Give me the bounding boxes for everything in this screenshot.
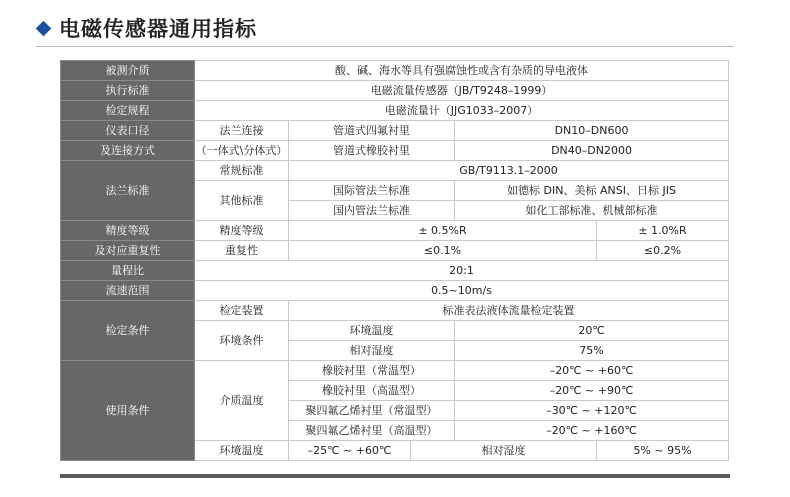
cell-lining-type: 聚四氟乙烯衬里（高温型） <box>289 421 455 441</box>
cell-procedure: 电磁流量计（JJG1033–2007） <box>195 101 729 121</box>
cell-ambient-temp-value: –25℃ ~ +60℃ <box>289 441 411 461</box>
table-row <box>61 301 729 321</box>
cell-accuracy-a: ± 0.5%R <box>289 221 597 241</box>
cell-verification-device: 检定装置 <box>195 301 289 321</box>
cell-lining-temp-range: –20℃ ~ +60℃ <box>455 361 729 381</box>
cell-env-conditions: 环境条件 <box>195 321 289 361</box>
table-row <box>61 141 729 161</box>
cell-domestic-flange: 国内管法兰标准 <box>289 201 455 221</box>
table-row <box>61 61 729 81</box>
cell-lining-type: 聚四氟乙烯衬里（常温型） <box>289 401 455 421</box>
diamond-bullet-icon <box>36 20 52 36</box>
section-header <box>36 13 257 43</box>
cell-medium-temp: 介质温度 <box>195 361 289 441</box>
cell-other-standard: 其他标准 <box>195 181 289 221</box>
cell-accuracy-grade: 精度等级 <box>195 221 289 241</box>
cell-env-temp-value: 20℃ <box>455 321 729 341</box>
cell-lining-temp-range: –20℃ ~ +90℃ <box>455 381 729 401</box>
cell-env-temp: 环境温度 <box>289 321 455 341</box>
row-label-diameter-2: 及连接方式 <box>61 141 195 161</box>
row-label-flange: 法兰标准 <box>61 161 195 221</box>
cell-repeat-a: ≤0.1% <box>289 241 597 261</box>
cell-lining-temp-range: –20℃ ~ +160℃ <box>455 421 729 441</box>
cell-ambient-temp: 环境温度 <box>195 441 289 461</box>
cell-range-rubber: DN40–DN2000 <box>455 141 729 161</box>
row-label-accuracy-2: 及对应重复性 <box>61 241 195 261</box>
page-title: 电磁传感器通用指标 <box>59 17 257 41</box>
table-row <box>61 221 729 241</box>
cell-connection-type: （一体式\分体式） <box>195 141 289 161</box>
cell-standard: 电磁流量传感器（JB/T9248–1999） <box>195 81 729 101</box>
table-row <box>61 281 729 301</box>
cell-range-ptfe: DN10–DN600 <box>455 121 729 141</box>
table-row <box>61 261 729 281</box>
cell-medium: 酸、碱、海水等具有强腐蚀性或含有杂质的导电液体 <box>195 61 729 81</box>
row-label-usage: 使用条件 <box>61 361 195 461</box>
table-row <box>61 241 729 261</box>
row-label-verification: 检定条件 <box>61 301 195 361</box>
cell-velocity: 0.5~10m/s <box>195 281 729 301</box>
table-row <box>61 101 729 121</box>
row-label-standard: 执行标准 <box>61 81 195 101</box>
cell-verification-device-value: 标准表法液体流量检定装置 <box>289 301 729 321</box>
cell-lining-temp-range: –30℃ ~ +120℃ <box>455 401 729 421</box>
cell-regular-standard-value: GB/T9113.1–2000 <box>289 161 729 181</box>
cell-range-ratio: 20:1 <box>195 261 729 281</box>
spec-table <box>60 60 729 461</box>
row-label-medium: 被测介质 <box>61 61 195 81</box>
cell-humidity: 相对湿度 <box>411 441 597 461</box>
title-divider <box>36 46 734 47</box>
cell-env-rh-value: 75% <box>455 341 729 361</box>
table-row <box>61 161 729 181</box>
cell-accuracy-b: ± 1.0%R <box>597 221 729 241</box>
table-row <box>61 81 729 101</box>
cell-lining-type: 橡胶衬里（高温型） <box>289 381 455 401</box>
cell-flange-connection: 法兰连接 <box>195 121 289 141</box>
cell-intl-flange: 国际管法兰标准 <box>289 181 455 201</box>
cell-intl-flange-value: 如德标 DIN、美标 ANSI、日标 JIS <box>455 181 729 201</box>
row-label-accuracy-1: 精度等级 <box>61 221 195 241</box>
cell-lining-type: 橡胶衬里（常温型） <box>289 361 455 381</box>
row-label-velocity: 流速范围 <box>61 281 195 301</box>
cell-humidity-value: 5% ~ 95% <box>597 441 729 461</box>
row-label-procedure: 检定规程 <box>61 101 195 121</box>
bottom-divider <box>60 474 730 478</box>
table-row <box>61 361 729 381</box>
cell-repeat-b: ≤0.2% <box>597 241 729 261</box>
cell-lining-ptfe: 管道式四氟衬里 <box>289 121 455 141</box>
row-label-diameter-1: 仪表口径 <box>61 121 195 141</box>
table-row <box>61 121 729 141</box>
cell-domestic-flange-value: 如化工部标准、机械部标准 <box>455 201 729 221</box>
cell-env-rh: 相对湿度 <box>289 341 455 361</box>
cell-regular-standard: 常规标准 <box>195 161 289 181</box>
cell-repeatability: 重复性 <box>195 241 289 261</box>
row-label-range-ratio: 量程比 <box>61 261 195 281</box>
cell-lining-rubber: 管道式橡胶衬里 <box>289 141 455 161</box>
